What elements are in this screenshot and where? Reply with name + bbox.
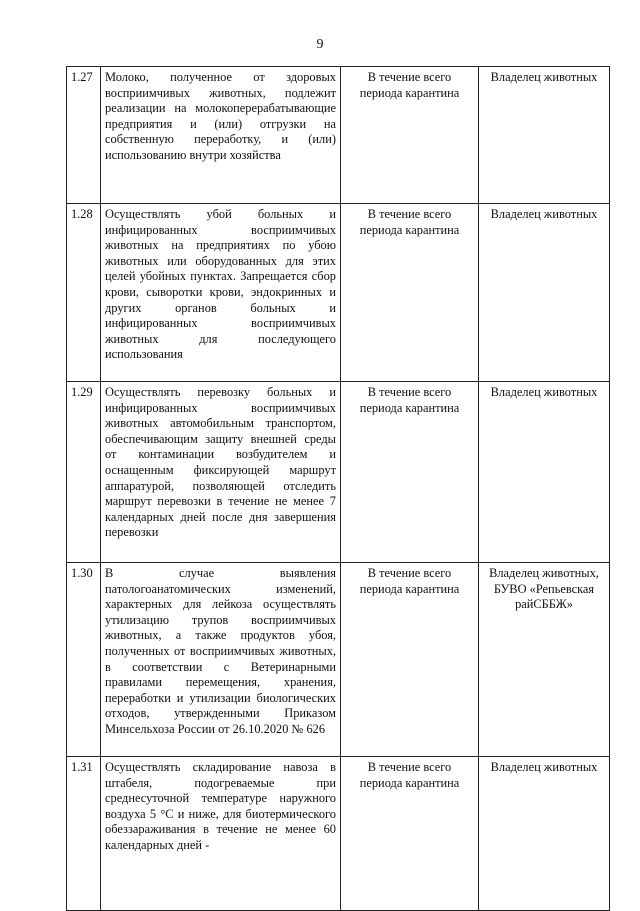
row-number: 1.29 xyxy=(67,382,101,563)
measure-responsible: Владелец животных, БУВО «Репьевская райСББЖ» xyxy=(479,563,610,757)
table-row xyxy=(67,563,610,757)
measure-description: Осуществлять убой больных и инфицированных восприимчивых животных на предприятиях по убою животных или оборудованных для этих целей убойных пунктах. Запрещается сбор крови, сыворотки крови, эндокринных и других органов больных и инфицированных восприимчивых животных для последующего использования xyxy=(101,204,341,382)
measure-term: В течение всего периода карантина xyxy=(341,204,479,382)
row-number: 1.28 xyxy=(67,204,101,382)
row-number: 1.31 xyxy=(67,757,101,911)
measure-responsible: Владелец животных xyxy=(479,757,610,911)
measure-term: В течение всего периода карантина xyxy=(341,67,479,204)
measure-responsible: Владелец животных xyxy=(479,67,610,204)
row-number: 1.27 xyxy=(67,67,101,204)
table-row xyxy=(67,204,610,382)
table-row xyxy=(67,67,610,204)
measures-table xyxy=(66,66,610,911)
table-row xyxy=(67,382,610,563)
measure-responsible: Владелец животных xyxy=(479,204,610,382)
measure-description: Осуществлять складирование навоза в штабеля, подогреваемые при среднесуточной температуре наружного воздуха 5 °С и ниже, для биотермического обеззараживания в течение не менее 60 календарных дней - xyxy=(101,757,341,911)
measure-responsible: Владелец животных xyxy=(479,382,610,563)
measure-term: В течение всего периода карантина xyxy=(341,382,479,563)
measure-term: В течение всего периода карантина xyxy=(341,563,479,757)
measure-description: В случае выявления патологоанатомических изменений, характерных для лейкоза осуществлять утилизацию трупов восприимчивых животных, а также продуктов убоя, полученных от восприимчивых животных, в соответствии с Ветеринарными правилами перемещения, хранения, переработки и утилизации биологических отходов, утвержденными Приказом Минсельхоза России от 26.10.2020 № 626 xyxy=(101,563,341,757)
measure-term: В течение всего периода карантина xyxy=(341,757,479,911)
page-number: 9 xyxy=(316,37,324,52)
row-number: 1.30 xyxy=(67,563,101,757)
table-row xyxy=(67,757,610,911)
measure-description: Осуществлять перевозку больных и инфицированных восприимчивых животных автомобильным транспортом, обеспечивающим защиту внешней среды от контаминации возбудителем и оснащенным фиксирующей маршрут аппаратурой, позволяющей отследить маршрут перевозки в течение не менее 7 календарных дней после дня завершения перевозки xyxy=(101,382,341,563)
measure-description: Молоко, полученное от здоровых восприимчивых животных, подлежит реализации на молокоперерабатывающие предприятия и (или) отгрузки на собственную переработку, и (или) использованию внутри хозяйства xyxy=(101,67,341,204)
